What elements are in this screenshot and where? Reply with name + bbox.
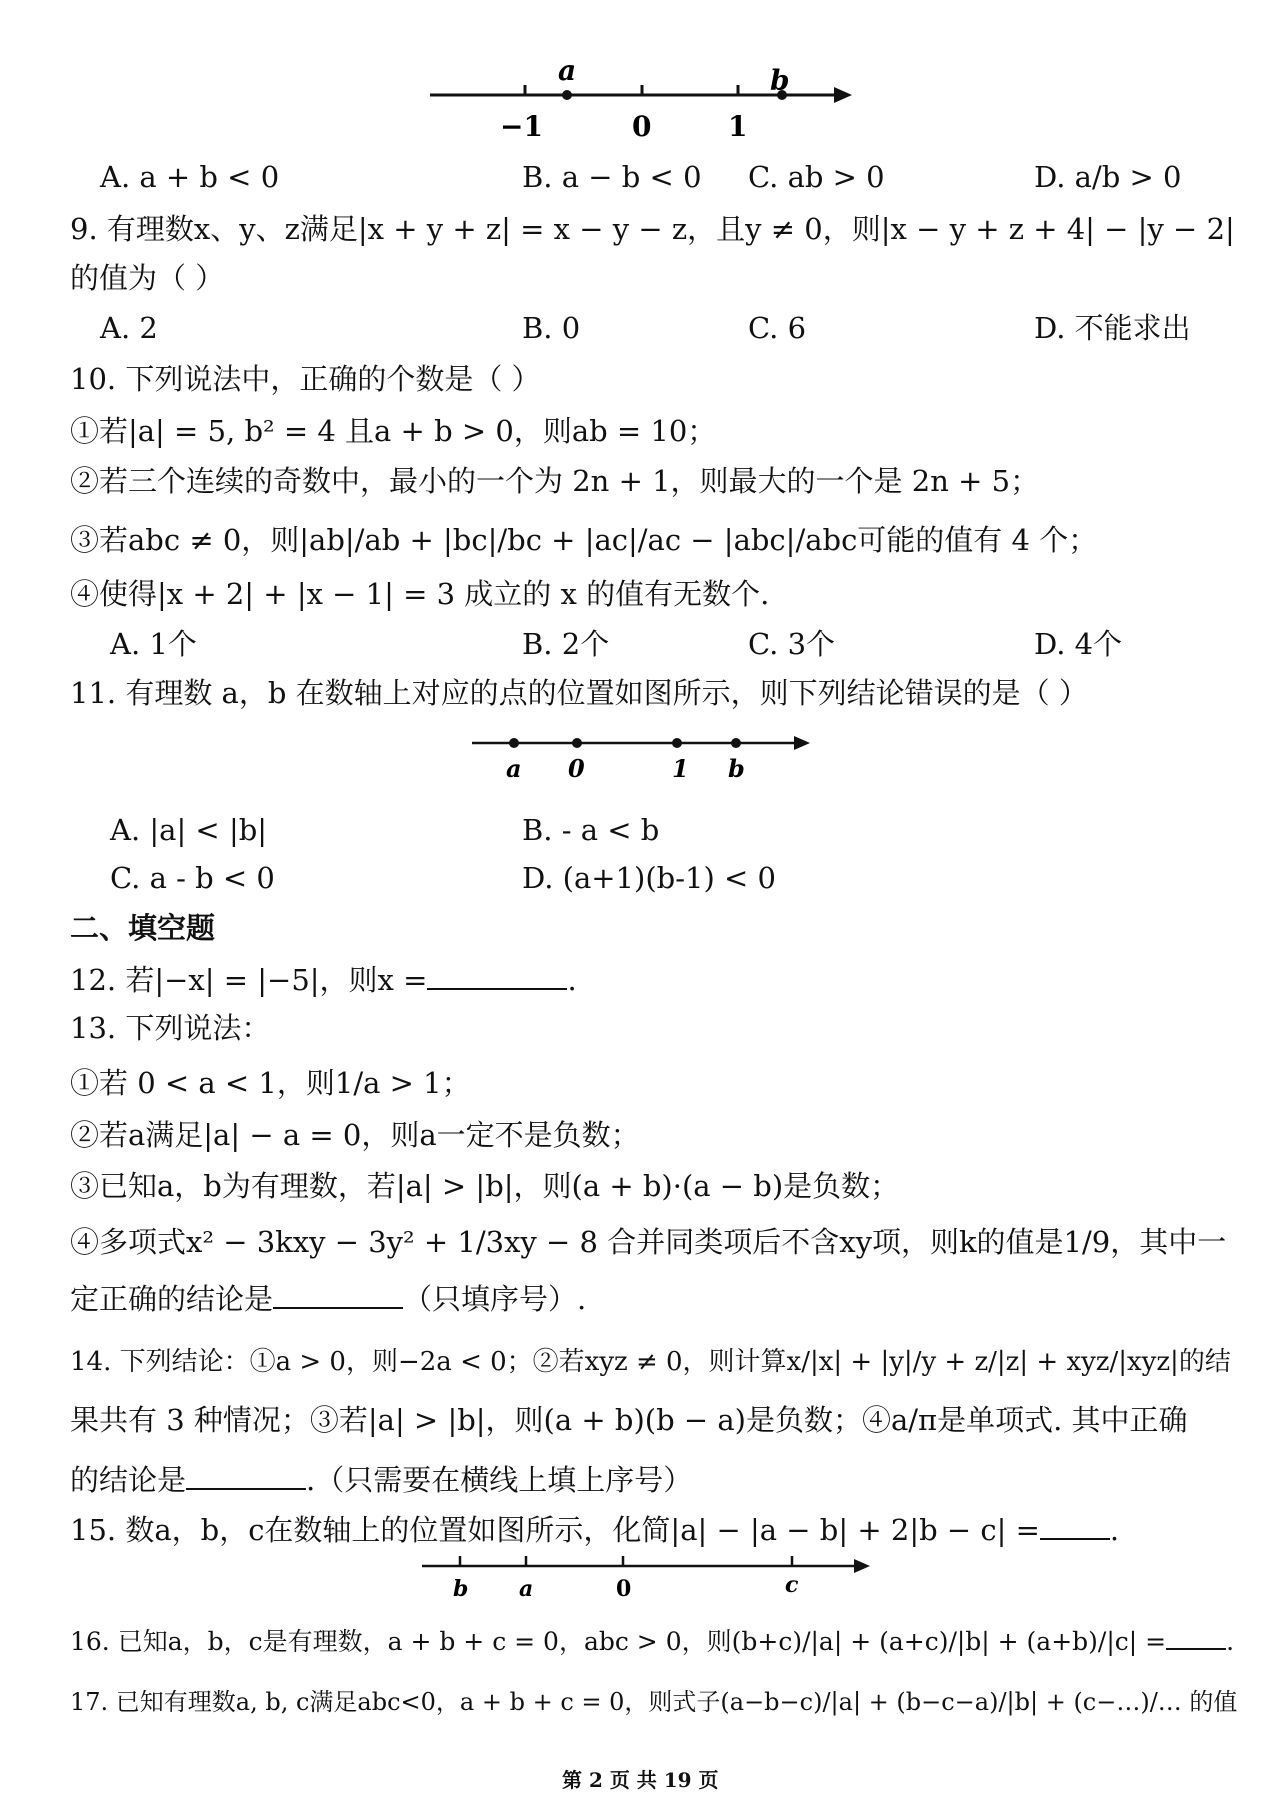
q10-statement-2: ②若三个连续的奇数中，最小的一个为 2n + 1，则最大的一个是 2n + 5； bbox=[70, 464, 1040, 498]
q10-statement-3: ③若abc ≠ 0，则|ab|/ab + |bc|/bc + |ac|/ac − |abc|/abc可能的值有 4 个； bbox=[70, 523, 1098, 557]
q13-statement-2: ②若a满足|a| − a = 0，则a一定不是负数； bbox=[70, 1118, 640, 1152]
q16-text: 16. 已知a，b，c是有理数，a + b + c = 0，abc > 0，则(b+c)/|a| + (a+c)/|b| + (a+b)/|c| = bbox=[70, 1627, 1167, 1656]
label-0: 0 bbox=[616, 1576, 632, 1602]
q15-number-line bbox=[420, 1552, 870, 1602]
q10-option-c: C. 3个 bbox=[748, 627, 836, 661]
q14-answer-suffix: .（只需要在横线上填上序号） bbox=[306, 1463, 693, 1497]
q9-line-2: 的值为（ ） bbox=[70, 261, 225, 295]
q14-answer-prefix: 的结论是 bbox=[70, 1463, 187, 1497]
q10-statement-1: ①若|a| = 5, b² = 4 且a + b > 0，则ab = 10； bbox=[70, 414, 717, 448]
q8-option-d: D. a/b > 0 bbox=[1034, 160, 1182, 194]
q8-option-a: A. a + b < 0 bbox=[100, 160, 280, 194]
q16-end: . bbox=[1226, 1627, 1235, 1656]
point-a bbox=[562, 90, 572, 100]
q13-answer-blank[interactable] bbox=[273, 1277, 403, 1309]
q12-line bbox=[70, 958, 577, 1000]
label-b: b bbox=[770, 64, 790, 97]
tick-0: 0 bbox=[632, 110, 652, 143]
q9-option-a: A. 2 bbox=[100, 311, 158, 345]
section-title: 二、填空题 bbox=[70, 911, 216, 945]
q8-option-b: B. a − b < 0 bbox=[522, 160, 702, 194]
q13-answer-line bbox=[70, 1277, 586, 1319]
label-0: 0 bbox=[568, 754, 585, 783]
label-b: b bbox=[728, 754, 745, 783]
point-0 bbox=[572, 738, 582, 748]
q11-number-line bbox=[470, 725, 810, 785]
label-c: c bbox=[785, 1572, 799, 1598]
q9-option-b: B. 0 bbox=[522, 311, 581, 345]
label-a: a bbox=[506, 754, 522, 783]
q14-line-2: 果共有 3 种情况；③若|a| > |b|，则(a + b)(b − a)是负数；④a/π是单项式. 其中正确 bbox=[70, 1403, 1188, 1437]
q12-text: 12. 若|−x| = |−5|，则x = bbox=[70, 963, 428, 997]
q9-option-c: C. 6 bbox=[748, 311, 807, 345]
point-1 bbox=[672, 738, 682, 748]
q13-answer-prefix: 定正确的结论是 bbox=[70, 1282, 274, 1316]
label-a: a bbox=[519, 1576, 534, 1602]
q11-option-b: B. - a < b bbox=[522, 813, 660, 847]
q16-answer-blank[interactable] bbox=[1166, 1618, 1226, 1650]
q12-end: . bbox=[567, 963, 577, 997]
q10-option-d: D. 4个 bbox=[1034, 627, 1123, 661]
q11-option-d: D. (a+1)(b-1) < 0 bbox=[522, 861, 776, 895]
q13-answer-suffix: （只填序号）. bbox=[403, 1282, 587, 1316]
q15-line bbox=[70, 1508, 1119, 1550]
label-a: a bbox=[558, 54, 577, 87]
q17-line: 17. 已知有理数a, b, c满足abc<0，a + b + c = 0，则式子(a−b−c)/|a| + (b−c−a)/|b| + (c−…)/… 的值 bbox=[70, 1688, 1238, 1716]
q13-statement-4: ④多项式x² − 3kxy − 3y² + 1/3xy − 8 合并同类项后不含xy项，则k的值是1/9，其中一 bbox=[70, 1225, 1227, 1259]
q11-option-a: A. |a| < |b| bbox=[110, 813, 268, 847]
q14-answer-line bbox=[70, 1458, 692, 1500]
page-footer: 第 2 页 共 19 页 bbox=[562, 1768, 719, 1792]
q15-text: 15. 数a，b，c在数轴上的位置如图所示，化简|a| − |a − b| + 2|b − c| = bbox=[70, 1513, 1040, 1547]
q8-number-line bbox=[420, 54, 860, 150]
label-b: b bbox=[453, 1576, 469, 1602]
q14-line-1: 14. 下列结论：①a > 0，则−2a < 0；②若xyz ≠ 0，则计算x/|x| + |y|/y + z/|z| + xyz/|xyz|的结 bbox=[70, 1347, 1231, 1377]
q16-line bbox=[70, 1618, 1234, 1662]
q14-answer-blank[interactable] bbox=[186, 1458, 306, 1490]
label-1: 1 bbox=[672, 754, 689, 783]
q10-stem: 10. 下列说法中，正确的个数是（ ） bbox=[70, 362, 541, 396]
tick-1: 1 bbox=[728, 110, 748, 143]
q9-option-d: D. 不能求出 bbox=[1034, 311, 1191, 345]
q8-option-c: C. ab > 0 bbox=[748, 160, 885, 194]
tick-neg1: −1 bbox=[500, 110, 543, 143]
q9-line-1: 9. 有理数x、y、z满足|x + y + z| = x − y − z，且y ≠ 0，则|x − y + z + 4| − |y − 2| bbox=[70, 212, 1235, 246]
q10-option-a: A. 1个 bbox=[110, 627, 197, 661]
point-b bbox=[731, 738, 741, 748]
q15-answer-blank[interactable] bbox=[1040, 1508, 1110, 1540]
q11-option-c: C. a - b < 0 bbox=[110, 861, 275, 895]
q15-end: . bbox=[1109, 1513, 1120, 1547]
q10-option-b: B. 2个 bbox=[522, 627, 610, 661]
q11-stem: 11. 有理数 a，b 在数轴上对应的点的位置如图所示，则下列结论错误的是（ ） bbox=[70, 676, 1088, 710]
point-a bbox=[509, 738, 519, 748]
q10-statement-4: ④使得|x + 2| + |x − 1| = 3 成立的 x 的值有无数个. bbox=[70, 577, 770, 611]
q13-statement-1: ①若 0 < a < 1，则1/a > 1； bbox=[70, 1066, 471, 1100]
q12-answer-blank[interactable] bbox=[427, 958, 567, 990]
q13-stem: 13. 下列说法： bbox=[70, 1011, 271, 1045]
q13-statement-3: ③已知a，b为有理数，若|a| > |b|，则(a + b)·(a − b)是负数； bbox=[70, 1169, 900, 1203]
